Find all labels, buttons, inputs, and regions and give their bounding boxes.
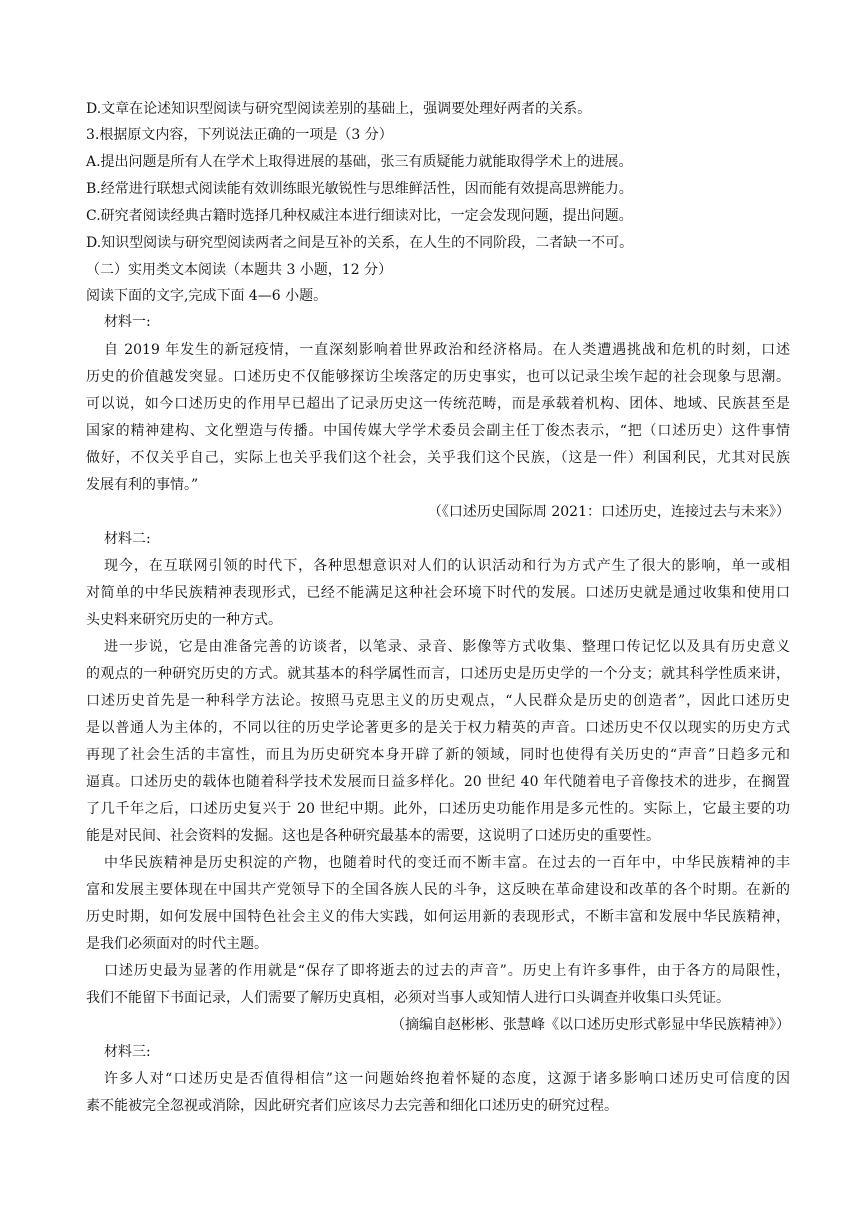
material2-p3-line: 中华民族精神是历史积淀的产物，也随着时代的变迁而不断丰富。在过去的一百年中，中华民族精神的丰 — [104, 855, 790, 871]
material2-p3-line: 历史时期，如何发展中国特色社会主义的伟大实践，如何运用新的表现形式，不断丰富和发展中华民族精神， — [86, 909, 790, 925]
material2-p2-line: 了几千年之后，口述历史复兴于 20 世纪中期。此外，口述历史功能作用是多元性的。实际上，它最主要的功 — [86, 801, 790, 817]
material1-label: 材料一: — [104, 314, 151, 330]
material2-p4-line: 我们不能留下书面记录，人们需要了解历史真相，必须对当事人或知情人进行口头调查并收集口头凭证。 — [86, 990, 730, 1006]
material2-p2-line: 是以普通人为主体的，不同以往的历史学论著更多的是关于权力精英的声音。口述历史不仅以现实的历史方式 — [86, 720, 790, 736]
material2-p2-line: 的观点的一种研究历史的方式。就其基本的科学属性而言，口述历史是历史学的一个分支；就其科学性质来讲， — [86, 666, 790, 682]
material2-p3-line: 是我们必须面对的时代主题。 — [86, 936, 268, 952]
material2-p2-line: 再现了社会生活的丰富性，而且为历史研究本身开辟了新的领域，同时也使得有关历史的“声音”日趋多元和 — [86, 747, 790, 763]
material3-label: 材料三: — [104, 1044, 151, 1060]
material1-line: 历史的价值越发突显。口述历史不仅能够探访尘埃落定的历史事实，也可以记录尘埃乍起的社会现象与思潮。 — [86, 369, 790, 385]
q3-stem: 3.根据原文内容，下列说法正确的一项是（3 分） — [86, 127, 393, 143]
material1-line: 发展有利的事情。” — [86, 477, 199, 493]
q3-option-a: A.提出问题是所有人在学术上取得进展的基础，张三有质疑能力就能取得学术上的进展。 — [86, 154, 633, 170]
material2-p4-line: 口述历史最为显著的作用就是“保存了即将逝去的过去的声音”。历史上有许多事件，由于各方的局限性， — [104, 963, 790, 979]
material2-p2-line: 能是对民间、社会资料的发掘。这也是各种研究最基本的需要，这说明了口述历史的重要性。 — [86, 828, 660, 844]
section-heading: （二）实用类文本阅读（本题共 3 小题，12 分） — [86, 262, 393, 278]
material1-line: 可以说，如今口述历史的作用早已超出了记录历史这一传统范畴，而是承载着机构、团体、地域、民族甚至是 — [86, 396, 790, 412]
material2-p2-line: 进一步说，它是由准备完善的访谈者，以笔录、录音、影像等方式收集、整理口传记忆以及具有历史意义 — [104, 639, 790, 655]
material1-line: 国家的精神建构、文化塑造与传播。中国传媒大学学术委员会副主任丁俊杰表示，“把（口述历史）这件事情 — [86, 423, 790, 439]
q3-option-b: B.经常进行联想式阅读能有效训练眼光敏锐性与思维鲜活性，因而能有效提高思辨能力。 — [86, 181, 633, 197]
q2-option-d: D.文章在论述知识型阅读与研究型阅读差别的基础上，强调要处理好两者的关系。 — [86, 101, 592, 117]
section-instruction: 阅读下面的文字,完成下面 4—6 小题。 — [86, 288, 328, 304]
material2-p1-line: 对简单的中华民族精神表现形式，已经不能满足这种社会环境下时代的发展。口述历史就是通过收集和使用口 — [86, 585, 790, 601]
material1-source: （《口述历史国际周 2021：口述历史，连接过去与未来》） — [427, 504, 790, 520]
material2-p2-line: 口述历史首先是一种科学方法论。按照马克思主义的历史观点，“人民群众是历史的创造者”，因此口述历史 — [86, 693, 790, 709]
material3-p1-line: 许多人对“口述历史是否值得相信”这一问题始终抱着怀疑的态度，这源于诸多影响口述历史可信度的因 — [104, 1071, 790, 1087]
material2-p2-line: 逼真。口述历史的载体也随着科学技术发展而日益多样化。20 世纪 40 年代随着电子音像技术的进步，在搁置 — [86, 774, 790, 790]
q3-option-c: C.研究者阅读经典古籍时选择几种权威注本进行细读对比，一定会发现问题，提出问题。 — [86, 208, 633, 224]
material3-p1-line: 素不能被完全忽视或消除，因此研究者们应该尽力去完善和细化口述历史的研究过程。 — [86, 1098, 618, 1114]
material1-line: 做好，不仅关乎自己，实际上也关乎我们这个社会，关乎我们这个民族，（这是一件）利国利民，尤其对民族 — [86, 450, 790, 466]
material2-p1-line: 现今，在互联网引领的时代下，各种思想意识对人们的认识活动和行为方式产生了很大的影响，单一或相 — [104, 558, 790, 574]
material2-source: （摘编自赵彬彬、张慧峰《以口述历史形式彰显中华民族精神》） — [391, 1017, 790, 1033]
material2-p3-line: 富和发展主要体现在中国共产党领导下的全国各族人民的斗争，这反映在革命建设和改革的各个时期。在新的 — [86, 882, 790, 898]
material1-line: 自 2019 年发生的新冠疫情，一直深刻影响着世界政治和经济格局。在人类遭遇挑战和危机的时刻，口述 — [104, 342, 790, 358]
material2-p1-line: 头史料来研究历史的一种方式。 — [86, 612, 282, 628]
material2-label: 材料二: — [104, 531, 151, 547]
q3-option-d: D.知识型阅读与研究型阅读两者之间是互补的关系，在人生的不同阶段，二者缺一不可。 — [86, 235, 634, 251]
